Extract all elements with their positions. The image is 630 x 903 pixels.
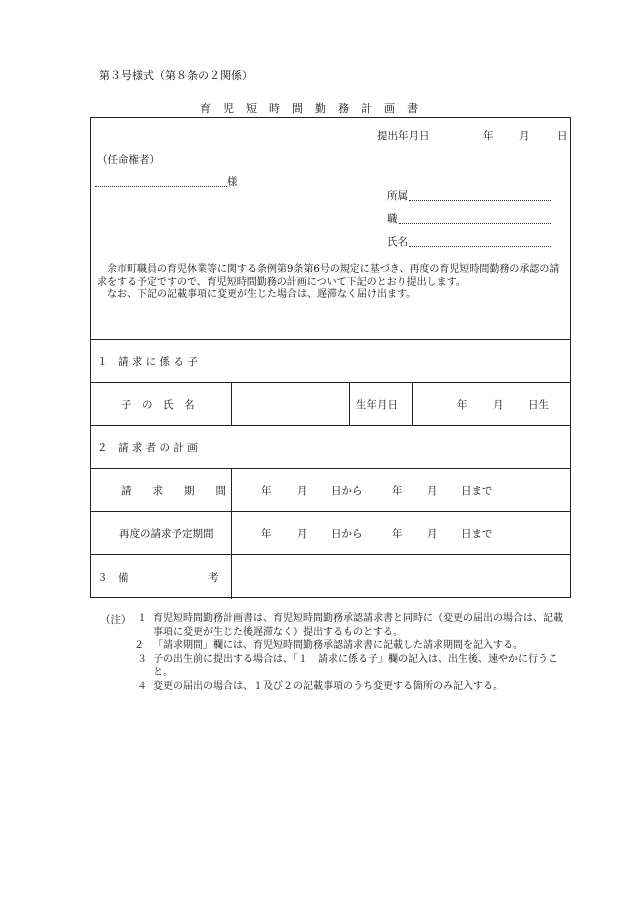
reperiod-start-day: 日から xyxy=(331,528,363,540)
divider xyxy=(91,425,570,426)
remarks-label: ３ 備 xyxy=(97,572,129,584)
note-number: ３ xyxy=(137,653,147,665)
period-start-month: 月 xyxy=(297,485,308,497)
submitted-date-label: 提出年月日 xyxy=(377,130,430,142)
birth-month: 月 xyxy=(493,399,504,411)
submitted-day: 日 xyxy=(557,130,568,142)
divider xyxy=(91,468,570,469)
statement-text xyxy=(97,264,565,302)
notes-list xyxy=(134,612,569,693)
child-name-field[interactable] xyxy=(232,383,348,424)
request-period-label: 請 求 期 間 xyxy=(121,485,226,497)
divider xyxy=(91,339,570,340)
section-2-heading: ２ 請 求 者 の 計 画 xyxy=(97,442,198,454)
child-name-label: 子 の 氏 名 xyxy=(121,399,195,411)
position-label: 職 xyxy=(387,213,398,225)
reperiod-end-month: 月 xyxy=(427,528,438,540)
note-item xyxy=(137,653,569,680)
reperiod-start-month: 月 xyxy=(297,528,308,540)
reperiod-end-day: 日まで xyxy=(461,528,493,540)
appointer-label: （任命権者） xyxy=(97,154,160,166)
note-item xyxy=(137,680,569,694)
note-number: １ xyxy=(137,613,147,624)
sama-label: 様 xyxy=(227,176,238,188)
section-1-heading: １ 請 求 に 係 る 子 xyxy=(97,356,198,368)
remarks-field[interactable] xyxy=(232,555,570,597)
note-number: ４ xyxy=(137,680,147,692)
divider xyxy=(91,511,570,512)
reperiod-end-year: 年 xyxy=(392,528,403,540)
statement-paragraph-2: なお、下記の記載事項に変更が生じた場合は、遅滞なく届け出ます。 xyxy=(97,289,417,300)
column-divider xyxy=(412,382,413,425)
note-text: 育児短時間勤務計画書は、育児短時間勤務承認請求書と同時に（変更の届出の場合は、記載事項に変更が生じた後遅滞なく）提出するものとする。 xyxy=(153,613,563,638)
remarks-label-suffix: 考 xyxy=(208,572,219,584)
note-text: 変更の届出の場合は、１及び２の記載事項のうち変更する箇所のみ記入する。 xyxy=(153,680,503,692)
affiliation-label: 所属 xyxy=(387,190,408,202)
period-start-year: 年 xyxy=(261,485,272,497)
form-frame xyxy=(90,117,571,598)
period-end-day: 日まで xyxy=(461,485,493,497)
note-item xyxy=(134,639,569,653)
affiliation-field[interactable] xyxy=(409,200,551,201)
form-title: 育児短時間勤務計画書 xyxy=(200,102,430,115)
note-number: ２ xyxy=(134,640,144,651)
birth-date-label: 生年月日 xyxy=(356,399,398,411)
submitted-month: 月 xyxy=(519,130,530,142)
notes-prefix: （注） xyxy=(100,614,132,626)
period-end-month: 月 xyxy=(427,485,438,497)
birth-day: 日生 xyxy=(528,399,549,411)
statement-paragraph-1: 余市町職員の育児休業等に関する条例第9条第6号の規定に基づき、再度の育児短時間勤務の承認の請求をする予定ですので、育児短時間勤務の計画について下記のとおり提出します。 xyxy=(97,264,560,288)
note-text: 「請求期間」欄には、育児短時間勤務承認請求書に記載した請求期間を記入する。 xyxy=(153,640,523,651)
period-start-day: 日から xyxy=(331,485,363,497)
period-end-year: 年 xyxy=(392,485,403,497)
name-label: 氏名 xyxy=(387,236,408,248)
submitted-year: 年 xyxy=(483,130,494,142)
addressee-line[interactable] xyxy=(95,186,227,187)
note-item xyxy=(137,612,569,639)
note-text: 子の出生前に提出する場合は、「１ 請求に係る子」欄の記入は、出生後、速やかに行うこと。 xyxy=(153,653,558,678)
name-field[interactable] xyxy=(409,246,551,247)
column-divider xyxy=(349,382,350,425)
position-field[interactable] xyxy=(399,223,551,224)
reapplication-period-label: 再度の請求予定期間 xyxy=(119,528,214,540)
reperiod-start-year: 年 xyxy=(261,528,272,540)
form-number-label: 第３号様式（第８条の２関係） xyxy=(99,69,253,82)
birth-year: 年 xyxy=(457,399,468,411)
